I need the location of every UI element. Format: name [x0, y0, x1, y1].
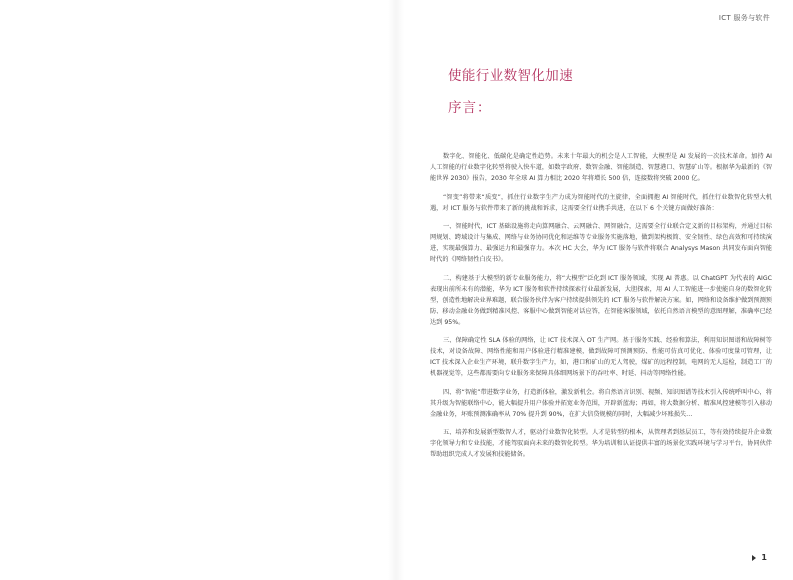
- page-footer: [752, 553, 767, 562]
- body-text: [430, 151, 772, 468]
- paragraph-point-4: 四、将“智能”带进数字业务，打造新体验，激发新机会。将自然语言识别、视频、知识图谱等技术引入传统呼叫中心，将其升级为智能联络中心，能大幅提升用户体验并拓宽业务范围，开辟新蓝海；再如，将大数据分析、精准风控建模等引入移动金融业务，坏账预测准确率从 70% 提升到 90%，在扩大信贷规模的同时，大幅减少坏账损失…: [430, 388, 772, 418]
- paragraph-intro: 数字化、智能化、低碳化是确定性趋势。未来十年最大的机会是人工智能，大模型是 AI 发展的一次技术革命。加持 AI 人工智能的行业数字化转型将驶入快车道，如数字政府、数智金融、智能制造、智慧港口、智慧矿山等。根据华为最新的《智能世界 2030》报告，2030 年全球 AI 算力相比 2020 年将增长 500 倍，连接数将突破 2000 亿。: [430, 153, 772, 182]
- page-arrow-icon: [752, 555, 756, 561]
- paragraph-point-1: 一、智能时代，ICT 基础设施将走向算网融合、云网融合、网智融合，这需要全行业联合定义新的目标架构，并通过目标网规划、跨域设计与集成、网络与业务协同优化和运维等专业服务实施落地，做到架构极简、安全韧性、绿色高效和可持续演进，实现最强算力、最强运力和最强存力。本次 HC 大会，华为 ICT 服务与软件将联合 Analysys Mason 共同发布面向智能时代的《网络韧性白皮书》。: [430, 223, 772, 263]
- preface-title: 序言：: [448, 100, 492, 116]
- paragraph-context: “智变”将带来“质变”，抓住行业数字生产力成为智能时代的主旋律，全面拥抱 AI 智能时代，抓住行业数智化转型大机遇，对 ICT 服务与软件带来了新的挑战和诉求，这需要全行业携手共进，在以下 6 个关键方面做好准备：: [430, 193, 772, 212]
- page-number: 1: [761, 553, 767, 562]
- left-blank-page: [0, 0, 396, 580]
- running-header: ICT 服务与软件: [718, 14, 770, 22]
- paragraph-point-5: 五、培养和发展新型数智人才，驱动行业数智化转型。人才是转型的根本，从管理者到基层员工，等有效持续提升企业数字化领导力和专业技能，才能驾驭面向未来的数智化转型。华为培训和认证提供丰富的场景化实践环境与学习平台，协同伙伴帮助组织完成人才发展和技能储备。: [430, 429, 772, 458]
- paragraph-point-2: 二、构建基于大模型的新专业服务能力，将“大模型”泛化到 ICT 服务领域，实现 AI 普惠。以 ChatGPT 为代表的 AIGC 表现出前所未有的潜能，华为 ICT 服务和软件持续探索行业最新发展，大胆探索，用 AI 人工智能进一步使能自身的数智化转型，创造性地解决业界难题，联合服务伙伴为客户持续提供领先的 ICT 服务与软件解决方案。如，网络和设备维护做到预测预防、移动金融业务做到精准风控、客服中心做到智能对话应答，在智能客服领域，依托自然语言模型的意图理解，准确率已经达到 95%。: [430, 274, 772, 326]
- section-title: 使能行业数智化加速: [448, 68, 574, 84]
- paragraph-point-3: 三、保障确定性 SLA 体验的网络，让 ICT 技术深入 OT 生产网。基于服务实践、经验和算法，利用知识图谱和故障树等技术，对设备故障、网络性能和用户体验进行精准建模，做到故障可预测预防、性能可仿真可优化、体验可度量可管理，让 ICT 技术深入企业生产环境，联升数字生产力，如，港口和矿山的无人驾驶，煤矿的远程控制，电网的无人巡检，制造工厂的机器视觉等，这些都需要向专业服务来保障具体细网场景下的吞吐率、时延、抖动等网络性能。: [430, 337, 772, 377]
- book-spine: [388, 0, 404, 580]
